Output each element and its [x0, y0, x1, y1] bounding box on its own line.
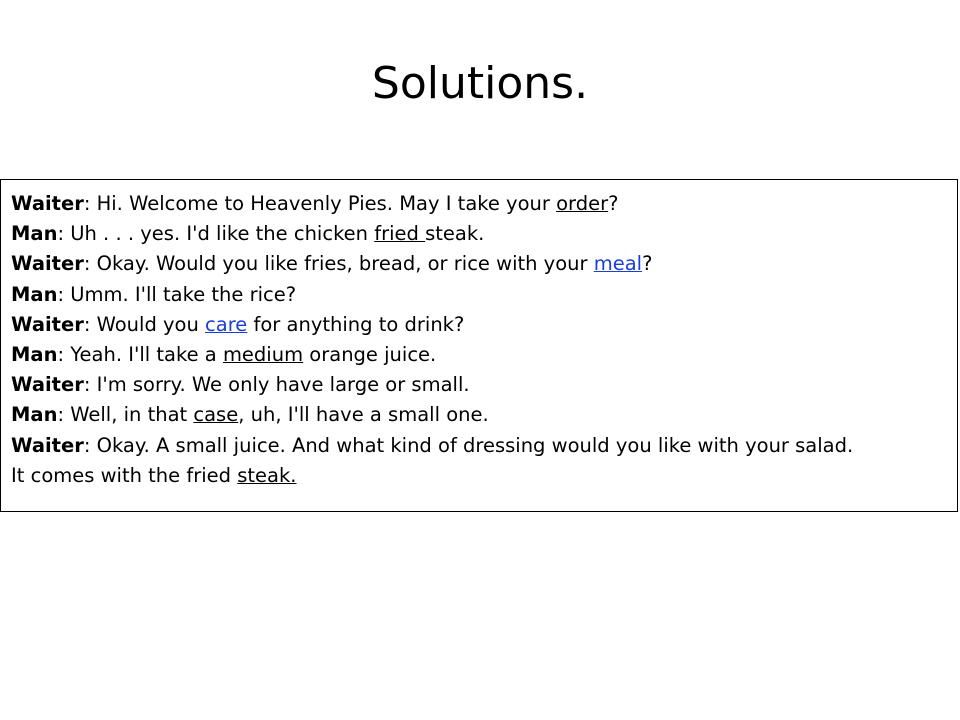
dialogue-line — [11, 280, 957, 310]
dialogue-line — [11, 400, 957, 430]
answer-link[interactable]: care — [205, 312, 248, 336]
dialogue-line — [11, 310, 957, 340]
dialogue-text: orange juice. — [303, 343, 437, 367]
speaker-name: Waiter — [11, 252, 84, 276]
answer-link[interactable]: meal — [593, 252, 643, 276]
dialogue-line — [11, 189, 957, 219]
dialogue-line — [11, 340, 957, 370]
dialogue-box — [0, 179, 958, 512]
dialogue-text: ? — [608, 192, 619, 215]
dialogue-text: : Umm. I'll take the rice? — [57, 282, 297, 306]
dialogue-text: : Would you — [83, 312, 206, 336]
dialogue-text: for anything to drink? — [247, 312, 465, 336]
dialogue-text: : Uh . . . yes. I'd like the chicken — [57, 222, 375, 246]
dialogue-line — [11, 370, 957, 400]
speaker-name: Man — [11, 403, 58, 427]
dialogue-line — [11, 249, 957, 279]
dialogue-text: ? — [642, 252, 653, 276]
dialogue-text: : Okay. Would you like fries, bread, or rice with your — [83, 252, 594, 276]
dialogue-text: , uh, I'll have a small one. — [238, 403, 489, 427]
dialogue-text: It comes with the fried — [11, 463, 238, 487]
speaker-name: Man — [11, 222, 58, 246]
speaker-name: Waiter — [11, 192, 84, 215]
dialogue-text: : Yeah. I'll take a — [57, 343, 223, 367]
dialogue-text: : I'm sorry. We only have large or small. — [83, 373, 470, 397]
speaker-name: Man — [11, 282, 58, 306]
slide-title: Solutions. — [371, 58, 589, 109]
answer-word: order — [556, 192, 609, 215]
dialogue-line — [11, 219, 957, 249]
dialogue-text: : Well, in that — [57, 403, 194, 427]
dialogue-text: steak. — [425, 222, 485, 246]
dialogue-line — [11, 461, 957, 491]
dialogue-text: : Okay. A small juice. And what kind of dressing would you like with your salad. — [83, 433, 854, 457]
answer-word: fried — [374, 222, 426, 246]
speaker-name: Man — [11, 343, 58, 367]
speaker-name: Waiter — [11, 312, 84, 336]
dialogue-text: : Hi. Welcome to Heavenly Pies. May I take your — [83, 192, 557, 215]
dialogue-line — [11, 431, 957, 461]
answer-word: case — [193, 403, 239, 427]
speaker-name: Waiter — [11, 433, 84, 457]
speaker-name: Waiter — [11, 373, 84, 397]
answer-word: steak. — [237, 463, 297, 487]
answer-word: medium — [222, 343, 304, 367]
